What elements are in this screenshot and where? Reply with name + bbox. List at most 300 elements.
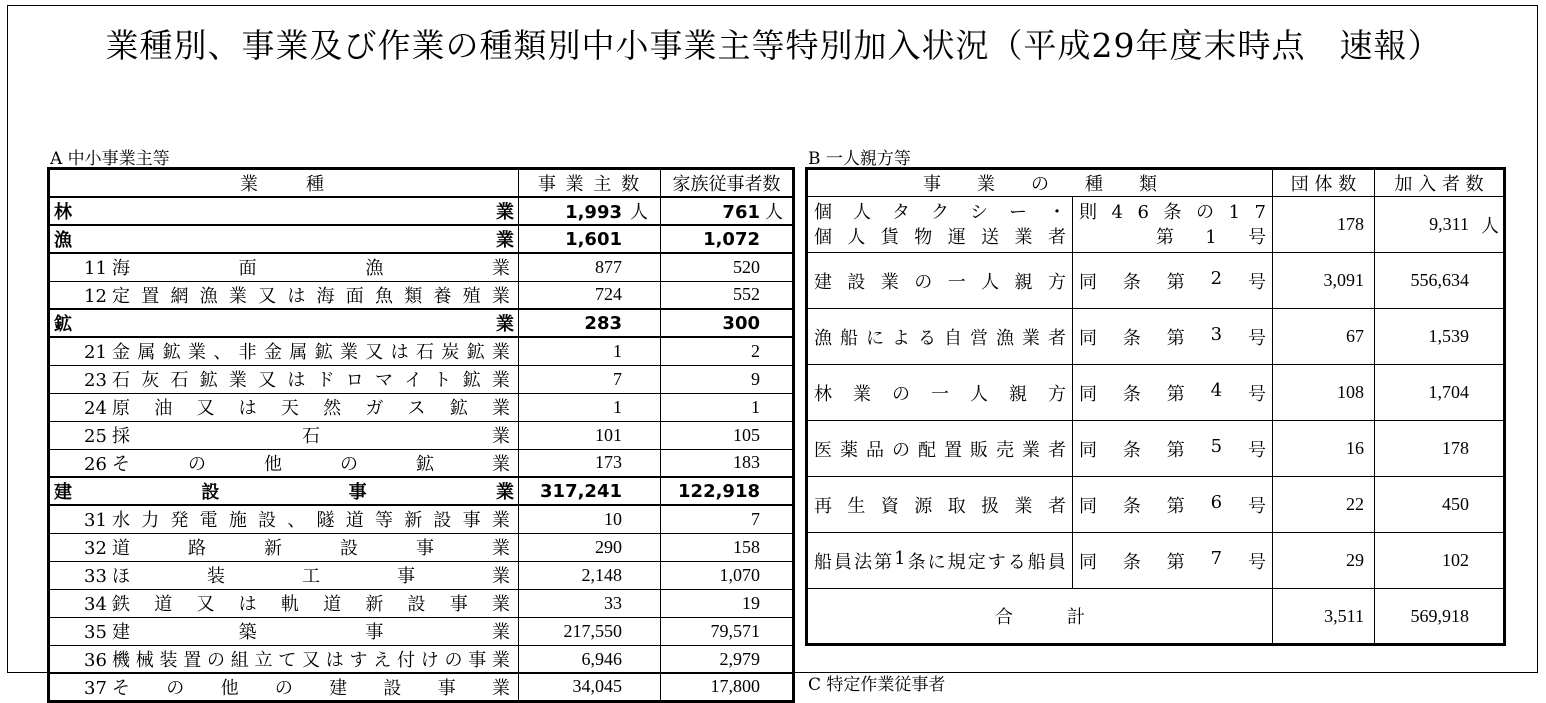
char: 貨 xyxy=(880,226,899,248)
char: 漁 xyxy=(199,285,218,307)
industry-name xyxy=(112,674,510,700)
table-a-small-business-owners xyxy=(47,167,795,703)
family-cell xyxy=(661,421,794,449)
char: そ xyxy=(112,677,130,699)
char: 者 xyxy=(1048,327,1066,349)
business-type-cell xyxy=(807,421,1073,477)
industry-name xyxy=(54,198,514,224)
owners-value: 724 xyxy=(595,284,622,305)
char: よ xyxy=(892,327,910,349)
char: 電 xyxy=(199,510,218,532)
char: 天 xyxy=(280,398,299,419)
table-row xyxy=(49,365,794,393)
char: 人 xyxy=(970,383,988,405)
business-type-name xyxy=(814,380,1066,406)
char: 船 xyxy=(1027,551,1046,573)
char: 販 xyxy=(970,439,988,461)
char: 条 xyxy=(1163,201,1182,223)
table-row xyxy=(49,253,794,281)
owners-cell xyxy=(519,645,661,673)
law-reference xyxy=(1156,225,1266,250)
members-cell xyxy=(1375,309,1505,365)
char: 親 xyxy=(1014,271,1033,293)
char: 業 xyxy=(491,285,510,307)
owners-value: 217,550 xyxy=(563,620,622,641)
industry-code: 11 xyxy=(84,258,107,280)
char: 業 xyxy=(228,370,247,391)
char: 親 xyxy=(1009,383,1027,405)
char: 鉱 xyxy=(54,314,72,335)
table-row xyxy=(807,533,1505,589)
char: 装 xyxy=(159,650,178,671)
owners-cell xyxy=(519,589,661,617)
char: 業 xyxy=(880,271,899,293)
char: け xyxy=(420,650,439,671)
char: 業 xyxy=(492,566,510,587)
char: 号 xyxy=(1247,439,1266,461)
char: 、 xyxy=(287,510,306,532)
char: 号 xyxy=(1247,226,1266,248)
members-cell xyxy=(1375,197,1505,253)
char: 品 xyxy=(866,439,884,461)
business-type-cell xyxy=(807,477,1073,533)
members-cell xyxy=(1375,533,1505,589)
char: 業 xyxy=(1022,439,1040,461)
family-cell xyxy=(661,561,794,589)
table-row xyxy=(807,365,1505,421)
members-value: 1,704 xyxy=(1428,382,1469,402)
table-b-sole-proprietors xyxy=(805,167,1506,646)
owners-cell xyxy=(519,309,661,337)
table-row xyxy=(49,645,794,673)
char: 又 xyxy=(196,594,215,615)
char: 人 xyxy=(981,271,1000,293)
char: 付 xyxy=(397,650,415,671)
char: す xyxy=(349,650,368,671)
char: 鉱 xyxy=(416,453,434,475)
char: 第 xyxy=(1166,383,1185,405)
members-cell xyxy=(1375,477,1505,533)
char: 第 xyxy=(1166,551,1185,573)
char: 漁 xyxy=(996,327,1014,349)
table-row xyxy=(49,421,794,449)
char: 機 xyxy=(112,650,130,671)
family-cell xyxy=(661,393,794,421)
char: 条 xyxy=(1122,439,1141,461)
char: 運 xyxy=(947,226,966,248)
char: 業 xyxy=(1014,495,1033,517)
owners-cell xyxy=(519,197,661,225)
members-value: 556,634 xyxy=(1410,270,1469,290)
law-reference xyxy=(1079,548,1266,574)
char: 軌 xyxy=(280,594,299,615)
char: 建 xyxy=(112,622,130,643)
char: 鉄 xyxy=(112,594,130,615)
owners-cell xyxy=(519,533,661,561)
family-value: 1,070 xyxy=(719,564,760,585)
char: 同 xyxy=(1079,327,1097,349)
char: の xyxy=(892,383,910,405)
char: タ xyxy=(892,201,910,223)
char: 又 xyxy=(302,650,320,671)
char: す xyxy=(987,551,1006,573)
table-a-header-row xyxy=(49,169,794,198)
owners-value: 173 xyxy=(595,452,622,473)
char: 工 xyxy=(302,566,320,587)
char: イ xyxy=(404,370,423,391)
unit-label: 人 xyxy=(1481,215,1499,236)
members-value: 9,311 xyxy=(1429,214,1469,234)
family-value: 122,918 xyxy=(678,480,760,502)
owners-cell xyxy=(519,505,661,533)
char: 条 xyxy=(1122,327,1141,349)
industry-code: 33 xyxy=(84,566,107,587)
char: 1 xyxy=(894,547,906,569)
char: 設 xyxy=(407,594,426,615)
char: 送 xyxy=(981,226,1000,248)
industry-cell xyxy=(49,197,519,225)
char: 置 xyxy=(944,439,962,461)
char: 船 xyxy=(814,551,832,573)
industry-name xyxy=(54,478,514,504)
industry-cell xyxy=(49,253,519,281)
law-reference-cell xyxy=(1073,309,1273,365)
family-cell xyxy=(661,225,794,253)
char: 業 xyxy=(1014,226,1033,248)
char: は xyxy=(325,650,344,671)
table-row xyxy=(807,421,1505,477)
char: 方 xyxy=(1047,271,1066,293)
industry-cell xyxy=(49,505,519,533)
char: 炭 xyxy=(441,342,460,364)
family-cell xyxy=(661,673,794,701)
members-cell xyxy=(1375,421,1505,477)
family-cell xyxy=(661,477,794,505)
char: マ xyxy=(374,370,393,391)
char: は xyxy=(287,285,306,307)
table-row xyxy=(49,281,794,309)
char: 4 xyxy=(1210,379,1223,401)
char: 置 xyxy=(141,285,160,307)
char: 置 xyxy=(183,650,202,671)
header-industry: 業 種 xyxy=(49,169,519,198)
family-value: 9 xyxy=(751,368,760,389)
header-family: 家族従事者数 xyxy=(661,169,794,198)
char: 業 xyxy=(187,342,206,364)
table-row xyxy=(49,561,794,589)
char: 業 xyxy=(496,314,514,335)
char: 林 xyxy=(54,202,72,223)
char: 扱 xyxy=(981,495,1000,517)
family-value: 158 xyxy=(733,536,760,557)
industry-code: 24 xyxy=(84,398,107,419)
industry-cell xyxy=(49,533,519,561)
char: 第 xyxy=(1156,226,1174,248)
char: 事 xyxy=(416,538,434,559)
char: 設 xyxy=(433,510,452,532)
char: 又 xyxy=(258,370,277,391)
char: 6 xyxy=(1137,201,1149,223)
owners-cell xyxy=(519,673,661,701)
business-type-name xyxy=(814,324,1066,350)
char: 属 xyxy=(289,342,308,364)
char: 力 xyxy=(141,510,160,532)
business-type-cell xyxy=(807,309,1073,365)
char: 網 xyxy=(170,285,189,307)
family-value: 1 xyxy=(751,396,760,417)
industry-cell xyxy=(49,225,519,253)
groups-cell: 67 xyxy=(1273,309,1375,365)
char: 路 xyxy=(188,538,206,559)
total-row xyxy=(807,589,1505,645)
char: 道 xyxy=(112,538,130,559)
family-cell xyxy=(661,309,794,337)
industry-name xyxy=(112,590,510,616)
char: る xyxy=(918,327,936,349)
table-row xyxy=(49,589,794,617)
owners-cell xyxy=(519,225,661,253)
char: 漁 xyxy=(365,258,384,280)
char: 装 xyxy=(207,566,225,587)
industry-cell xyxy=(49,365,519,393)
char: 石 xyxy=(112,370,130,391)
business-type-cell xyxy=(807,533,1073,589)
header-business-type: 事 業 の 種 類 xyxy=(807,169,1273,197)
char: 業 xyxy=(496,230,514,251)
char: の xyxy=(914,271,933,293)
char: 漁 xyxy=(54,230,72,251)
char: は xyxy=(238,398,257,419)
char: は xyxy=(287,370,306,391)
char: 道 xyxy=(154,594,173,615)
char: 建 xyxy=(329,677,348,699)
law-reference-cell xyxy=(1073,421,1273,477)
family-cell xyxy=(661,505,794,533)
char: ド xyxy=(316,370,335,391)
char: シ xyxy=(970,201,988,223)
char: て xyxy=(278,650,297,671)
char: 号 xyxy=(1247,271,1266,293)
char: 然 xyxy=(323,398,342,419)
industry-code: 12 xyxy=(84,285,107,307)
char: 薬 xyxy=(840,439,858,461)
char: 条 xyxy=(1122,383,1141,405)
business-type-name xyxy=(814,436,1066,462)
char: 業 xyxy=(491,370,510,391)
char: 類 xyxy=(404,285,423,307)
table-row xyxy=(49,225,794,253)
industry-cell xyxy=(49,477,519,505)
char: 海 xyxy=(316,285,335,307)
family-value: 1,072 xyxy=(703,228,760,250)
char: 金 xyxy=(112,342,130,364)
char: 規 xyxy=(947,551,966,573)
char: 7 xyxy=(1210,547,1223,569)
owners-cell xyxy=(519,365,661,393)
char: に xyxy=(866,327,884,349)
char: 金 xyxy=(263,342,282,364)
industry-code: 34 xyxy=(84,594,107,615)
char: 又 xyxy=(258,285,277,307)
char: 事 xyxy=(365,622,384,643)
char: 発 xyxy=(170,510,189,532)
members-cell xyxy=(1375,365,1505,421)
char: 定 xyxy=(112,285,130,307)
char: 取 xyxy=(947,495,966,517)
char: 物 xyxy=(914,226,933,248)
char: 条 xyxy=(1122,551,1141,573)
char: 法 xyxy=(854,551,873,573)
char: 5 xyxy=(1210,435,1223,457)
industry-cell xyxy=(49,617,519,645)
groups-cell: 3,091 xyxy=(1273,253,1375,309)
industry-name xyxy=(112,450,510,476)
char: ク xyxy=(931,201,949,223)
owners-value: 1,993 xyxy=(565,202,622,223)
char: 生 xyxy=(847,495,866,517)
char: 設 xyxy=(340,538,358,559)
char: 業 xyxy=(492,453,510,475)
header-groups: 団 体 数 xyxy=(1273,169,1375,197)
industry-code: 32 xyxy=(84,538,107,559)
owners-cell xyxy=(519,449,661,477)
owners-cell xyxy=(519,477,661,505)
business-type-name xyxy=(814,200,1066,225)
char: 等 xyxy=(374,510,393,532)
industry-cell xyxy=(49,421,519,449)
family-cell xyxy=(661,253,794,281)
industry-cell xyxy=(49,673,519,701)
char: 資 xyxy=(880,495,899,517)
owners-cell xyxy=(519,617,661,645)
char: 医 xyxy=(814,439,832,461)
char: 養 xyxy=(433,285,452,307)
char: 事 xyxy=(397,566,415,587)
char: そ xyxy=(112,453,130,475)
char: 業 xyxy=(492,538,510,559)
char: 灰 xyxy=(141,370,160,391)
char: 鉱 xyxy=(314,342,333,364)
char: 員 xyxy=(834,551,853,573)
char: 業 xyxy=(491,677,510,699)
char: 業 xyxy=(339,342,358,364)
char: 道 xyxy=(345,510,364,532)
char: 設 xyxy=(383,677,402,699)
char: 事 xyxy=(449,594,468,615)
owners-value: 6,946 xyxy=(581,648,622,669)
owners-value: 290 xyxy=(595,536,622,557)
section-b-label: B 一人親方等 xyxy=(808,149,911,169)
family-value: 2 xyxy=(751,340,760,361)
industry-name xyxy=(112,562,510,588)
industry-cell xyxy=(49,449,519,477)
char: 号 xyxy=(1247,383,1266,405)
family-cell xyxy=(661,449,794,477)
char: え xyxy=(373,650,392,671)
char: 員 xyxy=(1047,551,1066,573)
family-value: 761 xyxy=(722,202,760,223)
table-row xyxy=(49,337,794,365)
unit-label: 人 xyxy=(765,202,783,223)
family-value: 552 xyxy=(733,284,760,305)
char: 鉱 xyxy=(449,398,468,419)
char: 営 xyxy=(970,327,988,349)
char: 売 xyxy=(996,439,1014,461)
family-value: 17,800 xyxy=(710,676,760,696)
document-frame xyxy=(7,5,1538,699)
char: 船 xyxy=(840,327,858,349)
family-cell xyxy=(661,533,794,561)
char: 源 xyxy=(914,495,933,517)
industry-code: 31 xyxy=(84,510,107,532)
char: の xyxy=(340,453,358,475)
char: 個 xyxy=(814,226,832,248)
char: の xyxy=(188,453,206,475)
law-reference xyxy=(1079,492,1266,518)
table-row xyxy=(807,253,1505,309)
table-row xyxy=(49,393,794,421)
char: 1 xyxy=(1228,201,1241,223)
unit-label: 人 xyxy=(630,202,648,223)
char: ス xyxy=(407,398,426,419)
industry-name xyxy=(112,618,510,644)
members-value: 1,539 xyxy=(1428,326,1469,346)
family-cell xyxy=(661,617,794,645)
char: 号 xyxy=(1247,495,1266,517)
char: 、 xyxy=(213,342,232,364)
owners-cell xyxy=(519,253,661,281)
family-value: 300 xyxy=(722,312,760,334)
char: 人 xyxy=(853,201,871,223)
section-a-label: A 中小事業主等 xyxy=(50,149,170,169)
char: 者 xyxy=(1048,439,1066,461)
char: 業 xyxy=(853,383,871,405)
char: 業 xyxy=(491,342,510,364)
business-type-name xyxy=(814,268,1066,294)
char: 海 xyxy=(112,258,130,280)
char: 採 xyxy=(112,426,130,447)
char: 又 xyxy=(196,398,215,419)
char: 4 xyxy=(1111,201,1123,223)
char: 同 xyxy=(1079,271,1097,293)
char: 号 xyxy=(1247,327,1266,349)
industry-code: 25 xyxy=(84,426,107,447)
char: 鉱 xyxy=(199,370,218,391)
owners-cell xyxy=(519,393,661,421)
char: 者 xyxy=(1047,226,1066,248)
char: 業 xyxy=(491,398,510,419)
law-reference-cell xyxy=(1073,253,1273,309)
char: 再 xyxy=(814,495,832,517)
table-row xyxy=(49,309,794,337)
char: 同 xyxy=(1079,495,1097,517)
char: 者 xyxy=(1047,495,1066,517)
industry-code: 26 xyxy=(84,453,107,475)
char: 他 xyxy=(264,453,282,475)
industry-name xyxy=(112,366,510,392)
industry-name xyxy=(112,422,510,448)
char: 事 xyxy=(468,650,487,671)
table-row xyxy=(49,449,794,477)
industry-cell xyxy=(49,309,519,337)
groups-cell: 16 xyxy=(1273,421,1375,477)
char: 2 xyxy=(1210,267,1223,289)
char: 自 xyxy=(944,327,962,349)
char: 第 xyxy=(1166,327,1185,349)
family-value: 183 xyxy=(733,452,760,473)
char: に xyxy=(927,551,946,573)
groups-cell: 178 xyxy=(1273,197,1375,253)
